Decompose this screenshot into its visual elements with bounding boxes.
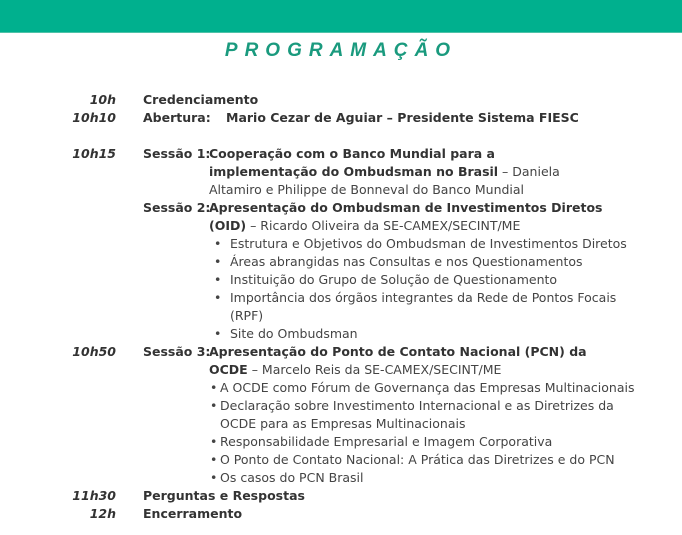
- sessao-2-bullet: Áreas abrangidas nas Consultas e nos Questionamentos: [230, 254, 583, 269]
- sessao-2-title-line1: Apresentação do Ombudsman de Investimentos Diretos: [209, 200, 603, 215]
- time-11h30: 11h30: [72, 488, 116, 503]
- sessao-2-bullet: Site do Ombudsman: [230, 326, 358, 341]
- header-banner: [0, 0, 682, 33]
- item-credenciamento: Credenciamento: [143, 92, 259, 107]
- bullet-icon: •: [214, 290, 222, 305]
- sessao-1-speaker-line3: Altamiro e Philippe de Bonneval do Banco Mundial: [209, 182, 525, 197]
- sessao-3-title-line2: [209, 361, 501, 379]
- time-10h50: 10h50: [72, 344, 116, 359]
- time-10h: 10h: [89, 92, 116, 107]
- bullet-icon: •: [210, 452, 218, 467]
- bullet-icon: •: [214, 236, 222, 251]
- sessao-3-bullet-cont: OCDE para as Empresas Multinacionais: [220, 416, 466, 431]
- bullet-icon: •: [210, 470, 218, 485]
- page-title: PROGRAMAÇÃO: [224, 40, 458, 61]
- sessao-1-title-bold: implementação do Ombudsman no Brasil: [209, 164, 499, 179]
- label-abertura: Abertura:: [143, 110, 211, 125]
- bullet-icon: •: [210, 380, 218, 395]
- bullet-icon: •: [214, 326, 222, 341]
- sessao-2-title-line2: [209, 217, 520, 235]
- sessao-2-bullet: Importância dos órgãos integrantes da Rede de Pontos Focais: [230, 290, 617, 305]
- sessao-3-title-bold: OCDE: [209, 362, 248, 377]
- sessao-1-title-line1: Cooperação com o Banco Mundial para a: [209, 146, 495, 161]
- sessao-3-bullet: O Ponto de Contato Nacional: A Prática das Diretrizes e do PCN: [220, 452, 615, 467]
- item-perguntas: Perguntas e Respostas: [143, 488, 305, 503]
- bullet-icon: •: [210, 434, 218, 449]
- label-sessao-1: Sessão 1:: [143, 146, 211, 161]
- sessao-3-bullet: Declaração sobre Investimento Internacional e as Diretrizes da: [220, 398, 614, 413]
- sessao-2-speaker: – Ricardo Oliveira da SE-CAMEX/SECINT/ME: [246, 218, 521, 233]
- item-encerramento: Encerramento: [143, 506, 243, 521]
- sessao-3-bullet: A OCDE como Fórum de Governança das Empresas Multinacionais: [220, 380, 635, 395]
- bullet-icon: •: [214, 254, 222, 269]
- bullet-icon: •: [210, 398, 218, 413]
- time-12h: 12h: [89, 506, 116, 521]
- time-10h15: 10h15: [72, 146, 116, 161]
- sessao-2-bullet: Estrutura e Objetivos do Ombudsman de Investimentos Diretos: [230, 236, 627, 251]
- sessao-3-title-line1: Apresentação do Ponto de Contato Nacional (PCN) da: [209, 344, 587, 359]
- bullet-icon: •: [214, 272, 222, 287]
- sessao-2-title-bold: (OID): [209, 218, 247, 233]
- sessao-3-bullet: Responsabilidade Empresarial e Imagem Corporativa: [220, 434, 553, 449]
- sessao-2-bullet: Instituição do Grupo de Solução de Questionamento: [230, 272, 558, 287]
- sessao-1-title-line2: [209, 163, 560, 181]
- sessao-2-bullet-cont: (RPF): [230, 308, 264, 323]
- abertura-speaker: Mario Cezar de Aguiar – Presidente Sistema FIESC: [226, 110, 579, 125]
- sessao-3-speaker: – Marcelo Reis da SE-CAMEX/SECINT/ME: [247, 362, 502, 377]
- sessao-1-speaker: – Daniela: [498, 164, 560, 179]
- time-10h10: 10h10: [72, 110, 116, 125]
- label-sessao-2: Sessão 2:: [143, 200, 211, 215]
- sessao-3-bullet: Os casos do PCN Brasil: [220, 470, 364, 485]
- label-sessao-3: Sessão 3:: [143, 344, 211, 359]
